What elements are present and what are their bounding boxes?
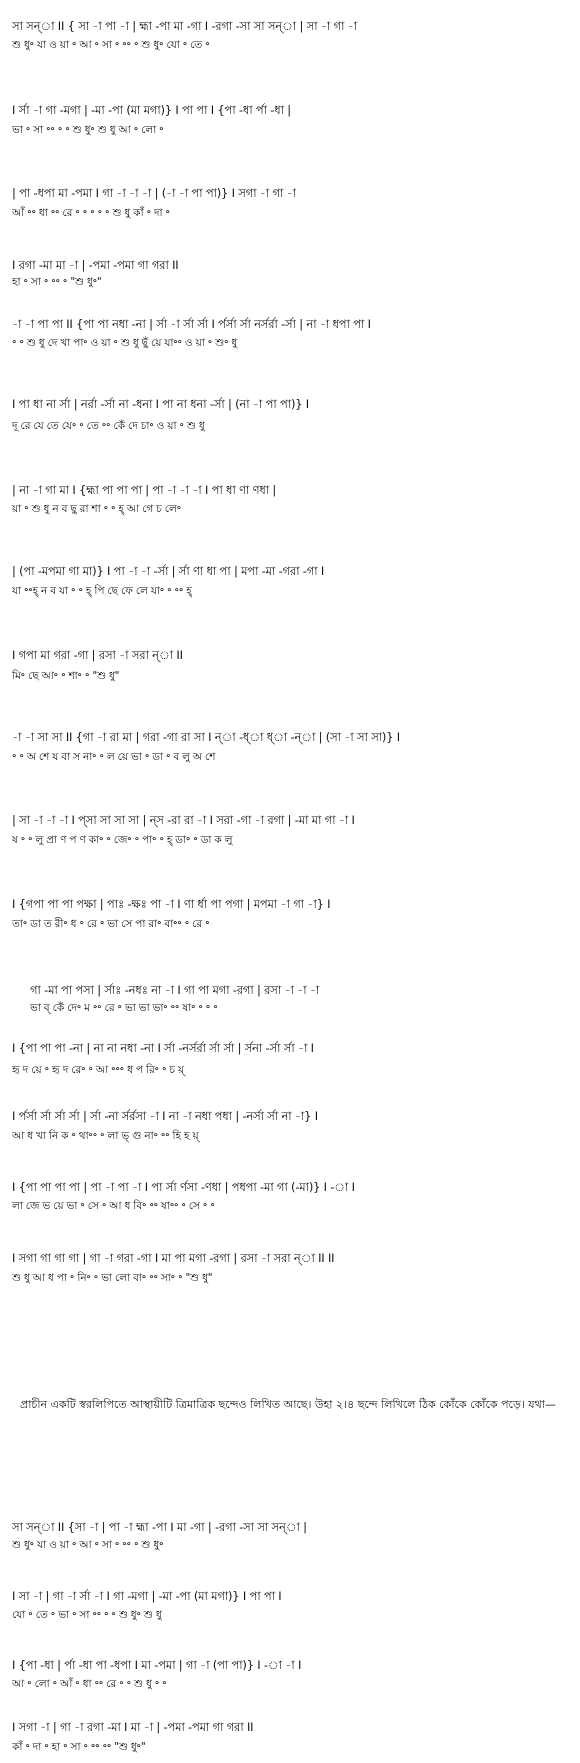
notation-swara-line: সা সন্‌া II {সা -া | পা -া হ্মা -পা I মা -গা | -রগা -সা সা সন্‌া | [12,1520,307,1534]
notation-lyric-line: ভা ব্‌ কেঁ দে॰ ম ॰॰ রে ॰ ভা ভা ভা॰ ॰॰ ষা॰ ॰ ॰ ॰ [30,1002,218,1014]
notation-lyric-line: ষ ॰ ॰ লু প্রা ণ প ণ কা॰ ॰ জে॰ ॰ পা॰ ॰ হ্‌ ডা॰ ॰ ডা ক লু [12,834,233,846]
notation-lyric-line: লা জে ভ য়ে ভা ॰ সে ॰ আ ধ বি॰ ॰॰ ষা॰॰ ॰ সে ॰ ॰ [12,1200,215,1212]
notation-swara-line: I {গপা পা পা পক্ষা | পাঃ -ক্ষঃ পা -া I ণা র্ধা পা পগা | মপমা -া গা -া} I [12,897,331,911]
notation-swara-line: | সা -া -া -া I প্‌সা সা সা সা | ন্‌স -রা রা -া I সরা -গা -া রগা | -মা মা গা -া I [12,813,355,827]
notation-lyric-line: শু ধু॰ যা ও য়া ॰ আ ॰ সা ॰ ॰॰ ॰ শু ধু॰ যো ॰ তে ॰ [12,39,210,51]
notation-swara-line: | না -া গা মা I {হ্মা পা পা পা | পা -া -া -া I পা ধা ণা ণধা | [12,483,277,497]
notation-lyric-line: ॰ ॰ শু ধু দে খা পা॰ ও য়া ॰ শু ধু ছুঁ য়ে যা॰॰ ও য়া ॰ শু॰ ধু [12,337,238,349]
notation-swara-line: I পা ধা না র্সা | নর্রা -র্সা না -ধনা I পা না ধনা -র্সা | (না -া পা পা)} I [12,397,309,411]
explanatory-paragraph: প্রাচীন একটি স্বরলিপিতে আস্থায়ীটি ত্রিমাত্রিক ছন্দেও লিখিত আছে। উহা ২।৪ ছন্দে লিখিলে ঠিক কোঁকে কোঁকে পড়ে। যথা— [20,1398,556,1411]
notation-swara-line: -া -া পা পা II {পা পা নধা -না | র্সা -া র্সা র্সা I র্পর্সা র্সা নর্সর্রা -র্সা | না -া ধপা পা I [12,317,371,331]
notation-lyric-line: আঁ ॰॰ ধা ॰॰ রে ॰ ॰ ॰ ॰ ॰ শু ধু কাঁ ॰ দা ॰ [12,207,170,219]
notation-lyric-line: শু ধু আ ধ পা ॰ নি॰ ॰ ভা লো বা॰ ॰॰ সা॰ ॰ "শু ধু" [12,1272,213,1284]
notation-swara-line: I {পা পা পা পা | পা -া পা -া I পা র্সা র্ণসা -ণধা | পধপা -মা গা (-মা)} I -া I [12,1180,355,1194]
notation-swara-line: I সগা -া | গা -া রগা -মা I মা -া | -পমা -পমা গা গরা II [12,1720,254,1734]
notation-swara-line: I গপা মা গরা -গা | রসা -া সরা ন্‌া II [12,648,183,662]
notation-lyric-line: তা॰ ডা ত রী॰ ধ ॰ রে ॰ ভা সে পা রা॰ বা॰॰ ॰ রে ॰ [12,918,210,930]
notation-swara-line: I সা -া | গা -া র্সা -া I গা -মগা | -মা -পা (মা মগা)} I পা পা I [12,1589,282,1603]
notation-swara-line: | পা -ধপা মা -পমা I গা -া -া -া | (-া -া পা পা)} I সগা -া গা -া [12,186,296,200]
notation-swara-line: | (পা -মপমা গা মা)} I পা -া -া -র্সা | র্সা ণা ধা পা | মপা -মা -গরা -গা I [12,564,325,578]
notation-lyric-line: য়া ॰ শু ধু ন ব ছু রা শা ॰ ॰ হ্‌ আ গে চ লে॰ [12,503,181,515]
notation-lyric-line: যো ॰ তে ॰ ভা ॰ সা ॰॰ ॰ ॰ শু ধু॰ শু ধু [12,1609,162,1621]
notation-swara-line: গা -মা পা পসা | র্সাঃ -নধঃ না -া I গা পা মগা -রগা | রসা -া -া -া [30,983,320,997]
notation-lyric-line: যা ॰॰হ্‌ ন ব যা ॰ ॰ হ্‌ পি ছে ফে লে যা॰ ॰ ॰॰ হ্‌ [12,585,192,597]
notation-lyric-line: মি॰ ছে আ॰ ॰ শা॰ ॰ "শু ধু" [12,670,120,682]
notation-lyric-line: হা ॰ সা ॰ ॰॰ ॰ "শু ধু॰" [12,276,102,288]
notation-swara-line: -া -া সা সা II {গা -া রা মা | গরা -গা রা সা I ন্‌া -ধ্‌া ধ্‌া -ন্‌া | (সা -া সা সা)} I [12,730,400,744]
notation-lyric-line: আ ধ খা নি ক ॰ থা॰॰ ॰ লা ভ্‌ গু না॰ ॰॰ হি হ য়্‌ [12,1130,199,1142]
notation-lyric-line: হৃ দ য়ে ॰ হৃ দ রে॰ ॰ আ ॰॰॰ ধ প রি॰ ॰ চ য়্‌ [12,1064,184,1076]
notation-swara-line: I র্পর্সা র্সা র্সা র্সা | র্সা -না র্সর্রসা -া I না -া নধা পধা | -নর্সা র্সা না -া} I [12,1109,318,1123]
notation-swara-line: সা সন্‌া II { সা -া পা -া | হ্মা -পা মা -গা I -রগা -সা সা সন্‌া | সা -া গা -া [12,19,357,33]
notation-lyric-line: শু ধু॰ যা ও য়া ॰ আ ॰ সা ॰ ॰॰ ॰ শু ধু॰ [12,1539,164,1551]
notation-swara-line: I রগা -মা মা -া | -পমা -পমা গা গরা II [12,258,179,272]
notation-swara-line: I সগা গা গা গা | গা -া গরা -গা I মা পা মগা -রগা | রসা -া সরা ন্‌া II II [12,1251,335,1265]
notation-swara-line: I র্সা -া গা -মগা | -মা -পা (মা মগা)} I পা পা I {পা -ধা র্পা -ধা | [12,103,291,117]
notation-swara-line: I {পা -ধা | র্পা -ধা পা -ধপা I মা -পমা | গা -া (পা পা)} I -া -া I [12,1658,302,1672]
notation-swara-line: I {পা পা পা -না | না না নধা -না I র্সা -নর্সর্রা র্সা র্সা | র্সনা -র্সা র্সা -া I [12,1041,314,1055]
notation-lyric-line: ॰ ॰ অ শে য বা স না॰ ॰ ল য়ে ভা ॰ ডা ॰ ব লু অ শে [12,751,216,763]
notation-lyric-line: আ ॰ লো ॰ আঁ ॰ ধা ॰॰ রে ॰ ॰ শু ধু ॰ ॰ [12,1678,167,1690]
notation-lyric-line: ভা ॰ সা ॰॰ ॰ ॰ শু ধু॰ শু ধু আ ॰ লো ॰ [12,124,164,136]
notation-lyric-line: কাঁ ॰ দা ॰ হা ॰ সা ॰ ॰॰ ॰॰ "শু ধু॰" [12,1741,146,1753]
notation-lyric-line: দূ রে যে তে যে॰ ॰ তে ॰॰ কেঁ দে চা॰ ও য়া ॰ শু ধু [12,420,205,432]
